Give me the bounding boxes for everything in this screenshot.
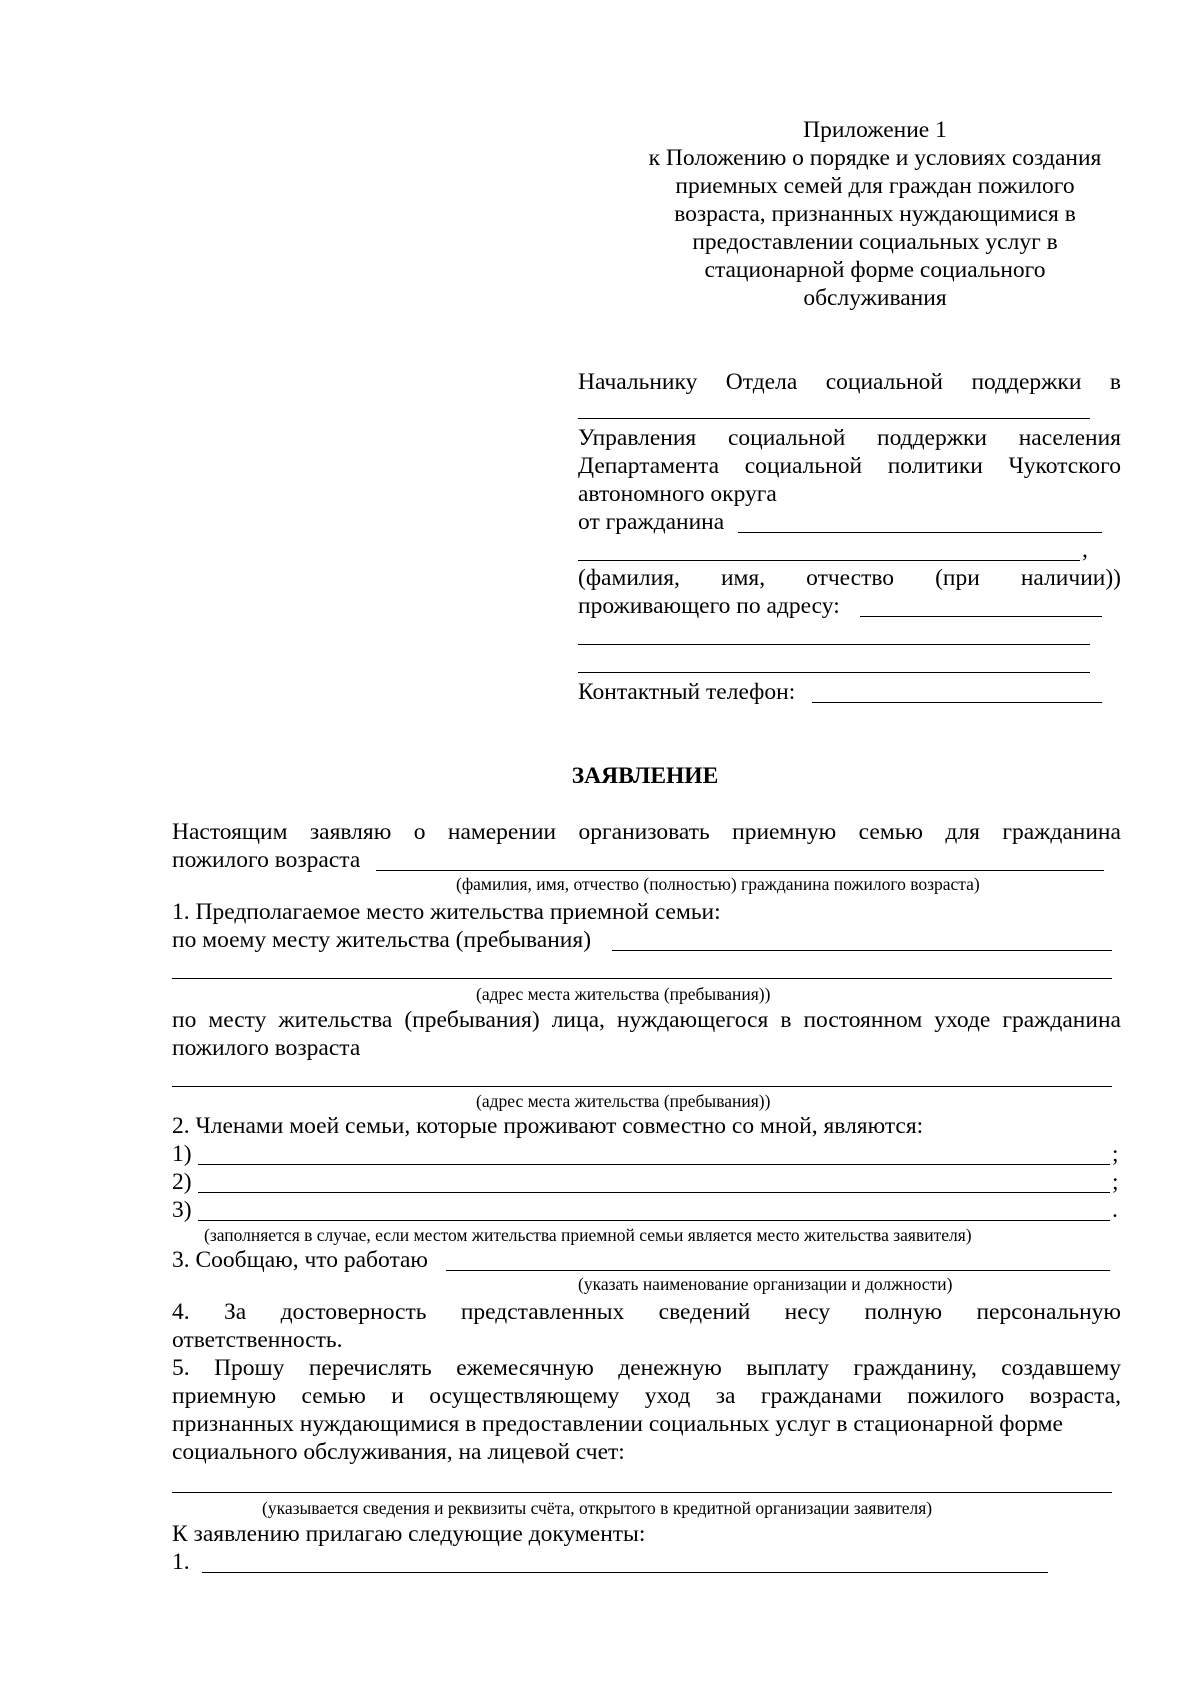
member-2-num: 2): [172, 1169, 192, 1195]
word: намерении: [447, 819, 557, 845]
appendix-header: [640, 116, 1110, 312]
item-5-line-4: социального обслуживания, на лицевой счет:: [172, 1439, 625, 1465]
word: осуществляющему: [429, 1383, 620, 1409]
word: 5.: [172, 1355, 190, 1381]
word: приемную: [732, 819, 837, 845]
word: приемную: [172, 1383, 277, 1409]
word: наличии)): [1020, 565, 1121, 591]
item-4-line-2: ответственность.: [172, 1327, 343, 1353]
word: Начальнику: [578, 369, 698, 395]
word: лица,: [551, 1007, 605, 1033]
addressee-dept3: автономного округа: [578, 481, 777, 507]
word: политики: [887, 453, 983, 479]
word: Настоящим: [172, 819, 288, 845]
word: семью: [858, 819, 923, 845]
word: организовать: [578, 819, 710, 845]
hint-fio: (фамилия, имя, отчество (полностью) гражданина пожилого возраста): [456, 874, 980, 894]
address-label: проживающего по адресу:: [578, 593, 840, 619]
item-1: 1. Предполагаемое место жительства приемной семьи:: [172, 899, 721, 925]
member-3-end: .: [1112, 1197, 1118, 1223]
attachments-label: К заявлению прилагаю следующие документы:: [172, 1521, 646, 1547]
word: социальной: [825, 369, 944, 395]
appendix-line: Приложение 1: [803, 117, 947, 143]
citizen-name-field[interactable]: [738, 532, 1102, 533]
word: (фамилия,: [578, 565, 680, 591]
word: социальной: [744, 453, 863, 479]
attachment-1-field[interactable]: [202, 1572, 1048, 1573]
my-residence-field[interactable]: [612, 950, 1112, 951]
intro-line-2: пожилого возраста: [172, 847, 361, 873]
word: гражданина: [1002, 819, 1121, 845]
item-5-line-3: признанных нуждающимися в предоставлении социальных услуг в стационарной форме: [172, 1411, 1063, 1437]
word: представленных: [460, 1299, 625, 1325]
member-2-field[interactable]: [198, 1192, 1110, 1193]
intro-line: [172, 818, 1121, 846]
item-1-other-residence: [172, 1006, 1121, 1034]
word: ежемесячную: [456, 1355, 594, 1381]
word: выплату: [746, 1355, 829, 1381]
from-citizen-label: от гражданина: [578, 509, 725, 535]
fio-hint: [578, 564, 1121, 592]
work-field[interactable]: [446, 1270, 1110, 1271]
word: гражданина: [1002, 1007, 1121, 1033]
word: 4.: [172, 1299, 190, 1325]
hint-address-2: (адрес места жительства (пребывания)): [476, 1091, 771, 1111]
phone-label: Контактный телефон:: [578, 679, 796, 705]
word: и: [391, 1383, 404, 1409]
word: денежную: [618, 1355, 722, 1381]
word: возраста,: [1029, 1383, 1121, 1409]
word: достоверность: [280, 1299, 427, 1325]
word: сведений: [658, 1299, 751, 1325]
member-2-end: ;: [1112, 1169, 1119, 1195]
address-field-2[interactable]: [578, 644, 1090, 645]
attachment-1-num: 1.: [172, 1549, 190, 1575]
phone-field[interactable]: [812, 702, 1102, 703]
member-1-end: ;: [1112, 1141, 1119, 1167]
word: о: [413, 819, 426, 845]
item-2: 2. Членами моей семьи, которые проживают совместно со мной, являются:: [172, 1113, 924, 1139]
member-1-field[interactable]: [198, 1164, 1110, 1165]
word: жительства: [278, 1007, 393, 1033]
word: Прошу: [214, 1355, 285, 1381]
word: Управления: [578, 425, 697, 451]
word: месту: [208, 1007, 267, 1033]
hint-account: (указывается сведения и реквизиты счёта, открытого в кредитной организации заявителя): [262, 1498, 933, 1518]
other-residence-field[interactable]: [172, 1086, 1112, 1087]
account-field[interactable]: [172, 1492, 1112, 1493]
word: заявляю: [309, 819, 392, 845]
word: За: [223, 1299, 247, 1325]
hint-members: (заполняется в случае, если местом жительства приемной семьи является место жительства заявителя): [204, 1225, 972, 1245]
my-residence-field-2[interactable]: [172, 978, 1112, 979]
word: постоянном: [803, 1007, 923, 1033]
appendix-line: предоставлении социальных услуг в: [692, 229, 1058, 255]
word: (при: [935, 565, 980, 591]
hint-address-1: (адрес места жительства (пребывания)): [476, 984, 771, 1004]
addressee-dept: [578, 424, 1121, 452]
word: поддержки: [877, 425, 987, 451]
item-3: 3. Сообщаю, что работаю: [172, 1247, 428, 1273]
addressee-dept2: [578, 452, 1121, 480]
word: уход: [644, 1383, 691, 1409]
member-1-num: 1): [172, 1141, 192, 1167]
word: отчество: [806, 565, 895, 591]
word: поддержки: [971, 369, 1082, 395]
appendix-line: обслуживания: [803, 285, 947, 311]
citizen-name-field-2[interactable]: [578, 560, 1080, 561]
word: полную: [864, 1299, 943, 1325]
appendix-line: к Положению о порядке и условиях создания: [648, 145, 1102, 171]
item-4: [172, 1298, 1121, 1326]
member-3-num: 3): [172, 1197, 192, 1223]
word: для: [945, 819, 980, 845]
item-1-my-residence: по моему месту жительства (пребывания): [172, 927, 592, 953]
elderly-name-field[interactable]: [376, 870, 1104, 871]
addressee-head: [578, 368, 1121, 396]
word: пожилого: [907, 1383, 1005, 1409]
appendix-line: стационарной форме социального: [704, 257, 1046, 283]
address-field-3[interactable]: [578, 672, 1090, 673]
word: Отдела: [725, 369, 798, 395]
word: гражданами: [760, 1383, 882, 1409]
department-field[interactable]: [578, 418, 1090, 419]
word: (пребывания): [404, 1007, 540, 1033]
word: уходе: [934, 1007, 991, 1033]
word: Департамента: [578, 453, 720, 479]
word: Чукотского: [1008, 453, 1121, 479]
word: населения: [1018, 425, 1121, 451]
word: в: [780, 1007, 792, 1033]
comma: ,: [1082, 537, 1088, 563]
word: несу: [784, 1299, 831, 1325]
word: перечислять: [308, 1355, 432, 1381]
word: по: [172, 1007, 197, 1033]
item-5-line-2: [172, 1382, 1121, 1410]
item-1-other-residence-2: пожилого возраста: [172, 1035, 361, 1061]
word: гражданину,: [853, 1355, 977, 1381]
word: создавшему: [1001, 1355, 1121, 1381]
appendix-line: возраста, признанных нуждающимися в: [674, 201, 1076, 227]
member-3-field[interactable]: [198, 1220, 1110, 1221]
word: имя,: [720, 565, 766, 591]
word: социальной: [727, 425, 846, 451]
word: в: [1109, 369, 1121, 395]
page-title: ЗАЯВЛЕНИЕ: [571, 763, 719, 789]
word: семью: [301, 1383, 366, 1409]
hint-work: (указать наименование организации и должности): [578, 1274, 953, 1294]
item-5: [172, 1354, 1121, 1382]
address-field[interactable]: [860, 616, 1102, 617]
word: за: [715, 1383, 736, 1409]
appendix-line: приемных семей для граждан пожилого: [675, 173, 1075, 199]
word: нуждающегося: [616, 1007, 769, 1033]
word: персональную: [976, 1299, 1121, 1325]
